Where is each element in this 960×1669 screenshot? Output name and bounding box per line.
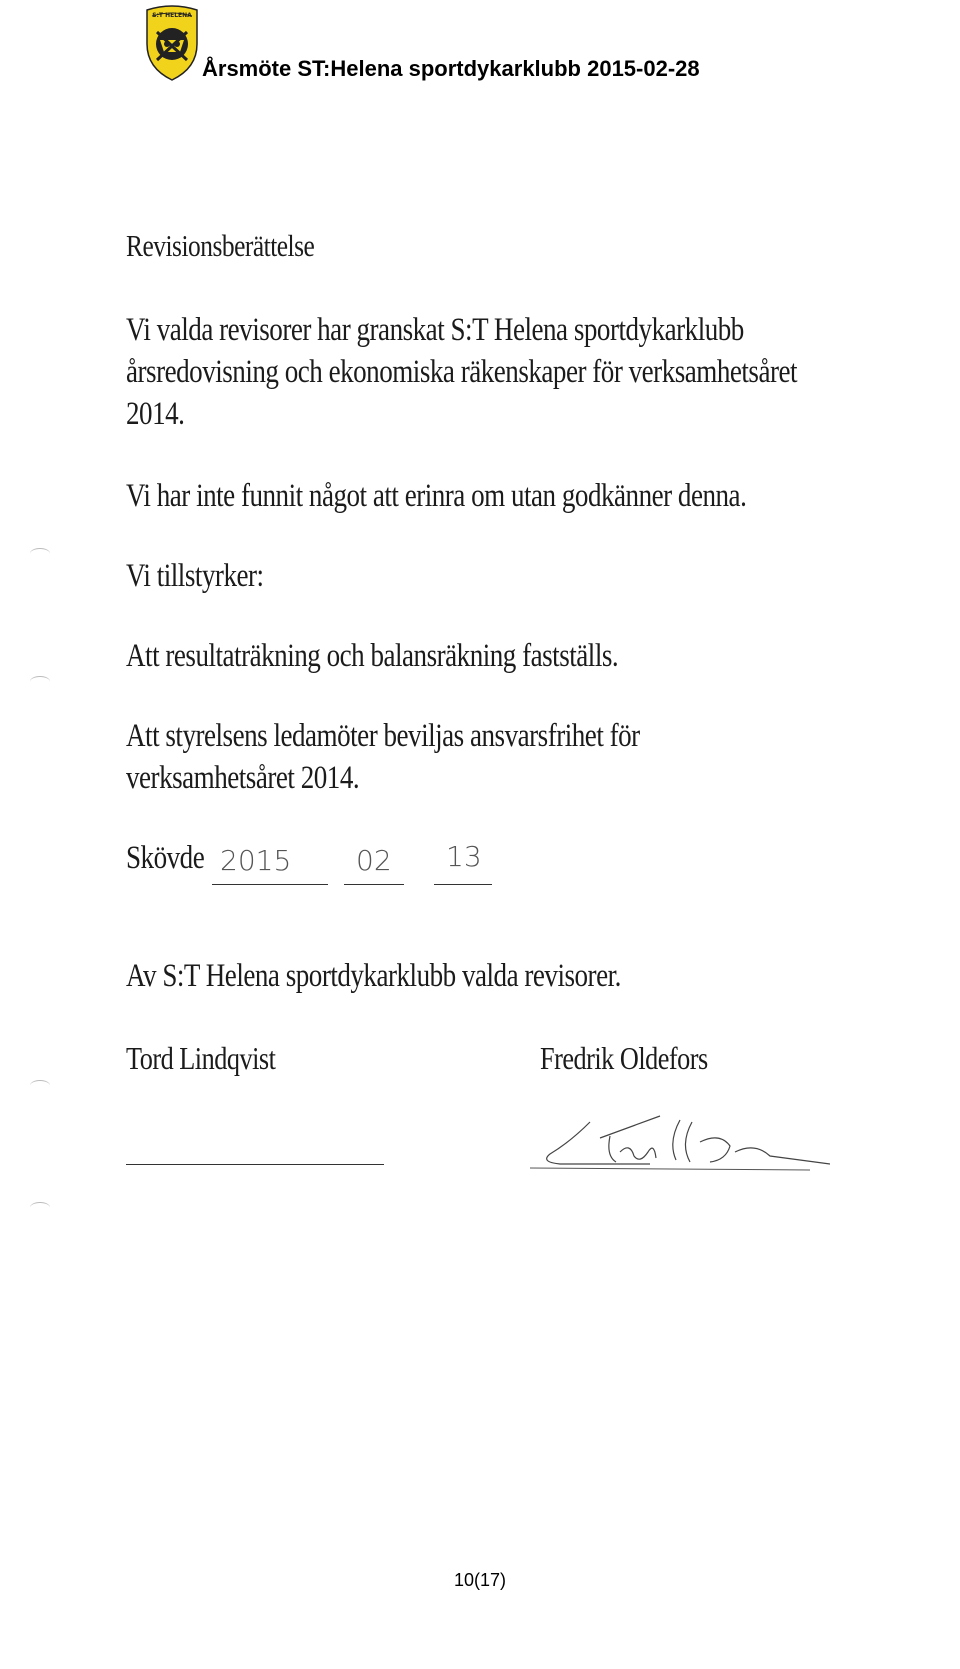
page-header-title: Årsmöte ST:Helena sportdykarklubb 2015-02-28 (202, 56, 700, 81)
document-heading: Revisionsberättelse (126, 228, 315, 263)
svg-text:S:T HELENA: S:T HELENA (152, 12, 192, 19)
handwritten-signature-icon (530, 1112, 830, 1174)
paragraph-line: årsredovisning och ekonomiska räkenskaper för verksamhetsåret (126, 354, 798, 390)
signature-line (126, 1164, 384, 1165)
date-month-handwritten: 02 (356, 844, 392, 877)
paragraph-line: verksamhetsåret 2014. (126, 760, 360, 796)
place-label: Skövde (126, 840, 205, 876)
date-year-handwritten: 2015 (220, 844, 292, 877)
paragraph-line: Att styrelsens ledamöter beviljas ansvarsfrihet för (126, 718, 640, 754)
paragraph-line: Att resultaträkning och balansräkning fastställs. (126, 638, 619, 674)
date-day-handwritten: 13 (446, 840, 482, 873)
punch-mark (30, 548, 50, 559)
date-day-underline (434, 884, 492, 885)
punch-mark (30, 676, 50, 687)
signer-name: Fredrik Oldefors (540, 1040, 708, 1076)
signer-name: Tord Lindqvist (126, 1040, 276, 1076)
paragraph-line: Vi tillstyrker: (126, 558, 264, 594)
date-month-underline (344, 884, 404, 885)
paragraph-line: Vi valda revisorer har granskat S:T Helena sportdykarklubb (126, 312, 744, 348)
page-number: 10(17) (453, 1570, 507, 1590)
closing-text: Av S:T Helena sportdykarklubb valda revisorer. (126, 958, 621, 994)
paragraph-line: Vi har inte funnit något att erinra om utan godkänner denna. (126, 478, 747, 514)
punch-mark (30, 1202, 50, 1213)
paragraph-line: 2014. (126, 396, 185, 432)
punch-mark (30, 1080, 50, 1091)
date-year-underline (212, 884, 328, 885)
club-logo-icon (143, 4, 201, 82)
